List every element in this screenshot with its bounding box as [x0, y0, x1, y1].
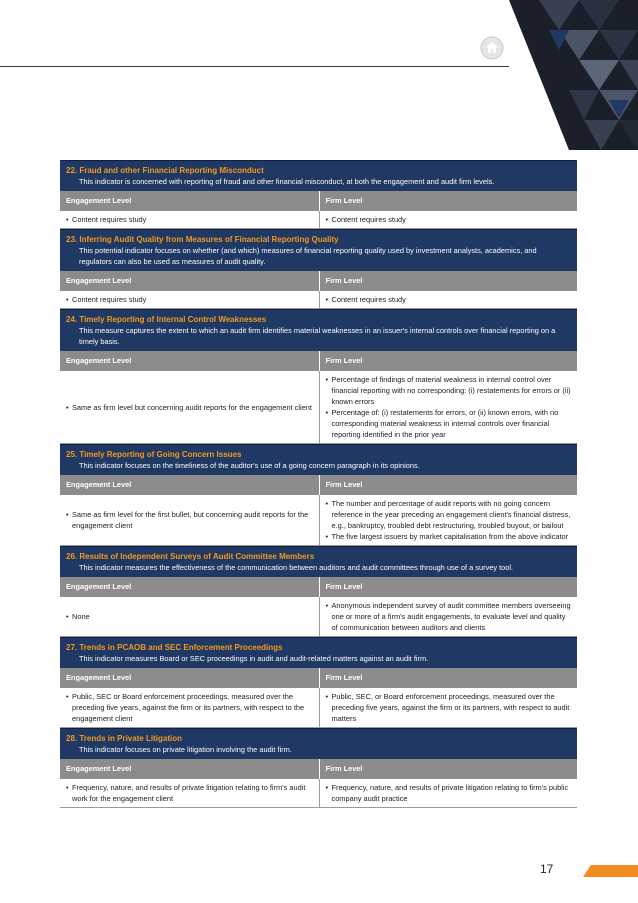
section-header [60, 546, 577, 577]
engagement-cell [60, 779, 319, 807]
section-title: 25. Timely Reporting of Going Concern Issues [66, 450, 242, 459]
section-title: 28. Trends in Private Litigation [66, 734, 183, 743]
column-header-firm: Firm Level [319, 668, 578, 688]
column-header-row [60, 577, 577, 597]
column-header-engagement: Engagement Level [66, 582, 132, 591]
column-header-engagement: Engagement Level [66, 276, 132, 285]
section-header [60, 637, 577, 668]
list-item: • Percentage of findings of material weakness in internal control over financial reporting with no corresponding: (i) restatements for errors or (ii) known errors [326, 374, 572, 407]
firm-cell [319, 779, 578, 807]
table-row [60, 371, 577, 444]
column-header-firm: Firm Level [319, 191, 578, 211]
table-row [60, 597, 577, 637]
list-item: • Same as firm level for the first bullet, but concerning audit reports for the engagement client [66, 509, 313, 531]
list-item: • Content requires study [326, 214, 572, 225]
section-description: This indicator measures the effectiveness of the communication between auditors and audit committees through use of a survey tool. [79, 563, 514, 572]
list-item: • Percentage of: (i) restatements for errors, or (ii) known errors, with no corresponding material weakness in internal controls over financial reporting identified in the prior year [326, 407, 572, 440]
section-description: This indicator measures Board or SEC proceedings in audit and audit-related matters against an audit firm. [79, 654, 429, 663]
column-header-firm: Firm Level [319, 351, 578, 371]
section-header [60, 160, 577, 191]
section-description: This indicator focuses on private litigation involving the audit firm. [79, 745, 292, 754]
section-title: 26. Results of Independent Surveys of Audit Committee Members [66, 552, 315, 561]
table-row [60, 495, 577, 546]
list-item: • Same as firm level but concerning audit reports for the engagement client [66, 402, 313, 413]
column-header-row [60, 759, 577, 779]
section-title: 27. Trends in PCAOB and SEC Enforcement Proceedings [66, 643, 283, 652]
section-header [60, 728, 577, 759]
list-item: • Frequency, nature, and results of private litigation relating to firm's audit work for the engagement client [66, 782, 313, 804]
column-header-firm: Firm Level [319, 271, 578, 291]
column-header-engagement: Engagement Level [66, 764, 132, 773]
column-header-row [60, 271, 577, 291]
column-header-row [60, 191, 577, 211]
corner-triangle-pattern [509, 0, 638, 150]
list-item: • Content requires study [66, 294, 313, 305]
table-row [60, 211, 577, 229]
firm-cell [319, 495, 578, 545]
list-item: • The five largest issuers by market capitalisation from the above indicator [326, 531, 572, 542]
engagement-cell [60, 371, 319, 443]
table-row [60, 688, 577, 728]
list-item: • The number and percentage of audit reports with no going concern reference in the year preceding an engagement client's financial distress, e.g., bankruptcy, troubled debt restructuring, troubled buyout, or bailout [326, 498, 572, 531]
section-header [60, 444, 577, 475]
section-description: This indicator focuses on the timeliness of the auditor's use of a going concern paragraph in its opinions. [79, 461, 420, 470]
list-item: • Public, SEC, or Board enforcement proceedings, measured over the preceding five years, against the firm or its partners, with respect to audit matters [326, 691, 572, 724]
table-row [60, 779, 577, 808]
column-header-row [60, 351, 577, 371]
section-title: 22. Fraud and other Financial Reporting Misconduct [66, 166, 264, 175]
table-row [60, 291, 577, 309]
column-header-firm: Firm Level [319, 577, 578, 597]
column-header-engagement: Engagement Level [66, 480, 132, 489]
list-item: • Content requires study [326, 294, 572, 305]
firm-cell [319, 688, 578, 727]
firm-cell [319, 371, 578, 443]
page-number: 17 [540, 862, 554, 876]
section-header [60, 229, 577, 271]
list-item: • Public, SEC or Board enforcement proceedings, measured over the preceding five years, against the firm or its partners, with respect to the engagement client [66, 691, 313, 724]
engagement-cell [60, 211, 319, 228]
engagement-cell [60, 495, 319, 545]
section-header [60, 309, 577, 351]
section-title: 24. Timely Reporting of Internal Control Weaknesses [66, 315, 267, 324]
engagement-cell [60, 688, 319, 727]
section-title: 23. Inferring Audit Quality from Measures of Financial Reporting Quality [66, 235, 339, 244]
footer-accent-tab [583, 865, 638, 877]
firm-cell [319, 211, 578, 228]
column-header-row [60, 475, 577, 495]
column-header-firm: Firm Level [319, 759, 578, 779]
list-item: • Frequency, nature, and results of private litigation relating to firm's public company audit practice [326, 782, 572, 804]
section-description: This indicator is concerned with reporting of fraud and other financial misconduct, at both the engagement and audit firm levels. [79, 177, 495, 186]
column-header-engagement: Engagement Level [66, 196, 132, 205]
list-item: • None [66, 611, 313, 622]
engagement-cell [60, 597, 319, 636]
list-item: • Anonymous independent survey of audit committee members overseeing one or more of a firm's audit engagements, to evaluate level and quality of communication between auditors and clients [326, 600, 572, 633]
firm-cell [319, 597, 578, 636]
home-icon[interactable] [480, 36, 504, 60]
section-description: This measure captures the extent to which an audit firm identifies material weaknesses in an issuer's internal controls over financial reporting on a timely basis. [79, 326, 556, 346]
engagement-cell [60, 291, 319, 308]
audit-indicators-table [60, 160, 577, 808]
column-header-row [60, 668, 577, 688]
column-header-engagement: Engagement Level [66, 356, 132, 365]
column-header-firm: Firm Level [319, 475, 578, 495]
section-description: This potential indicator focuses on whether (and which) measures of financial reporting quality used by investment analysts, academics, and regulators can also be used as measures of audit quality. [79, 246, 537, 266]
column-header-engagement: Engagement Level [66, 673, 132, 682]
firm-cell [319, 291, 578, 308]
list-item: • Content requires study [66, 214, 313, 225]
header-rule [0, 66, 509, 67]
